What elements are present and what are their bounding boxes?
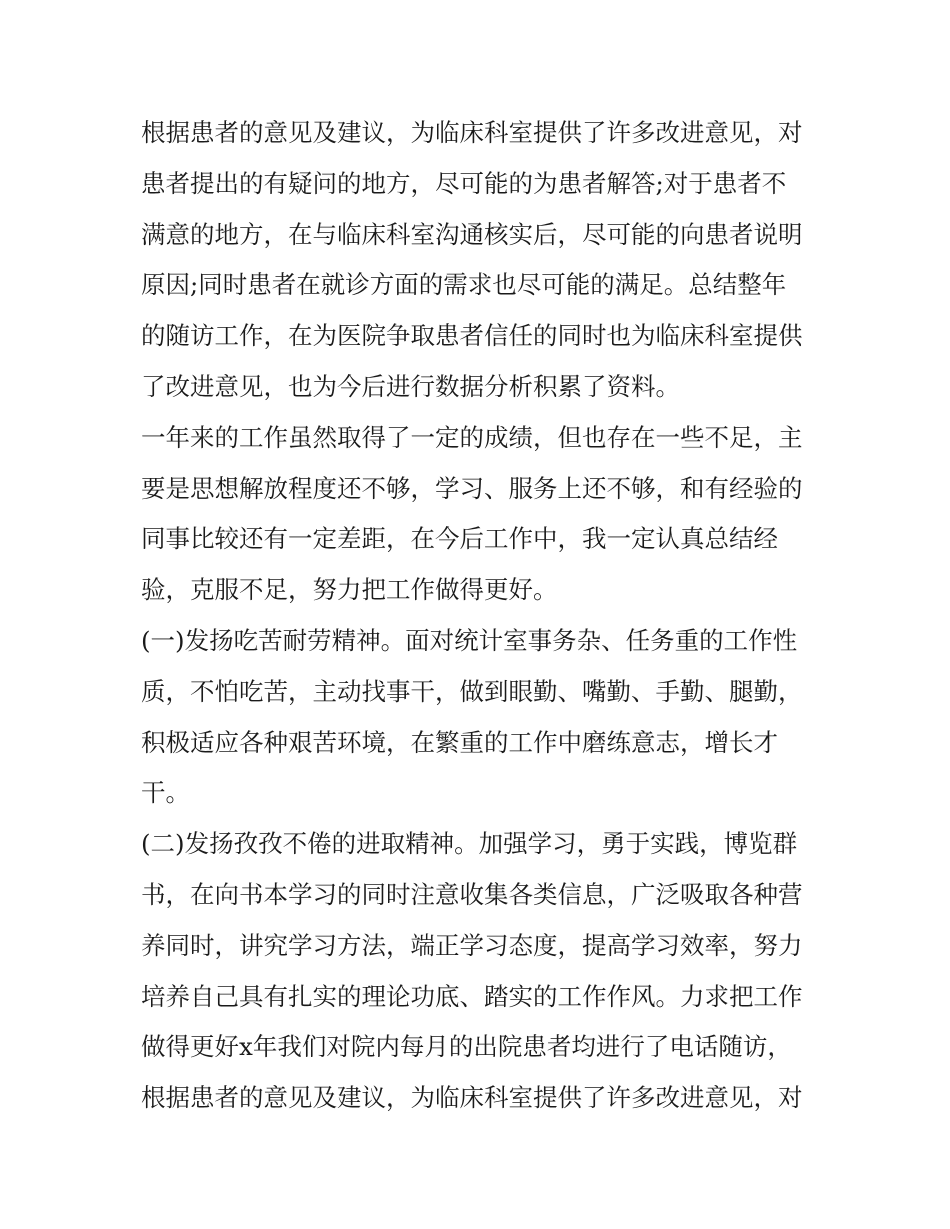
text-line: 的随访工作，在为医院争取患者信任的同时也为临床科室提供 (141, 321, 803, 351)
text-line: 了改进意见，也为今后进行数据分析积累了资料。 (141, 371, 680, 401)
text-line: 培养自己具有扎实的理论功底、踏实的工作作风。力求把工作 (141, 981, 803, 1011)
text-line: 验，克服不足，努力把工作做得更好。 (141, 575, 558, 605)
text-line: 做得更好x年我们对院内每月的出院患者均进行了电话随访， (141, 1032, 792, 1062)
text-line: (一)发扬吃苦耐劳精神。面对统计室事务杂、任务重的工作性 (141, 625, 798, 655)
text-line: (二)发扬孜孜不倦的进取精神。加强学习，勇于实践，博览群 (141, 829, 798, 859)
document-body (141, 108, 821, 1124)
text-line: 满意的地方，在与临床科室沟通核实后，尽可能的向患者说明 (141, 219, 803, 249)
text-line: 同事比较还有一定差距，在今后工作中，我一定认真总结经 (141, 524, 778, 554)
text-line: 患者提出的有疑问的地方，尽可能的为患者解答;对于患者不 (141, 168, 787, 198)
text-line: 要是思想解放程度还不够，学习、服务上还不够，和有经验的 (141, 473, 803, 503)
text-line: 根据患者的意见及建议，为临床科室提供了许多改进意见，对 (141, 1083, 803, 1113)
text-line: 书，在向书本学习的同时注意收集各类信息，广泛吸取各种营 (141, 879, 803, 909)
text-line: 干。 (141, 778, 190, 808)
text-line: 质，不怕吃苦，主动找事干，做到眼勤、嘴勤、手勤、腿勤， (141, 676, 803, 706)
text-line: 原因;同时患者在就诊方面的需求也尽可能的满足。总结整年 (141, 270, 787, 300)
text-line: 一年来的工作虽然取得了一定的成绩，但也存在一些不足，主 (141, 422, 803, 452)
text-line: 积极适应各种艰苦环境，在繁重的工作中磨练意志，增长才 (141, 727, 778, 757)
text-line: 根据患者的意见及建议，为临床科室提供了许多改进意见，对 (141, 118, 803, 147)
text-line: 养同时，讲究学习方法，端正学习态度，提高学习效率，努力 (141, 930, 803, 960)
